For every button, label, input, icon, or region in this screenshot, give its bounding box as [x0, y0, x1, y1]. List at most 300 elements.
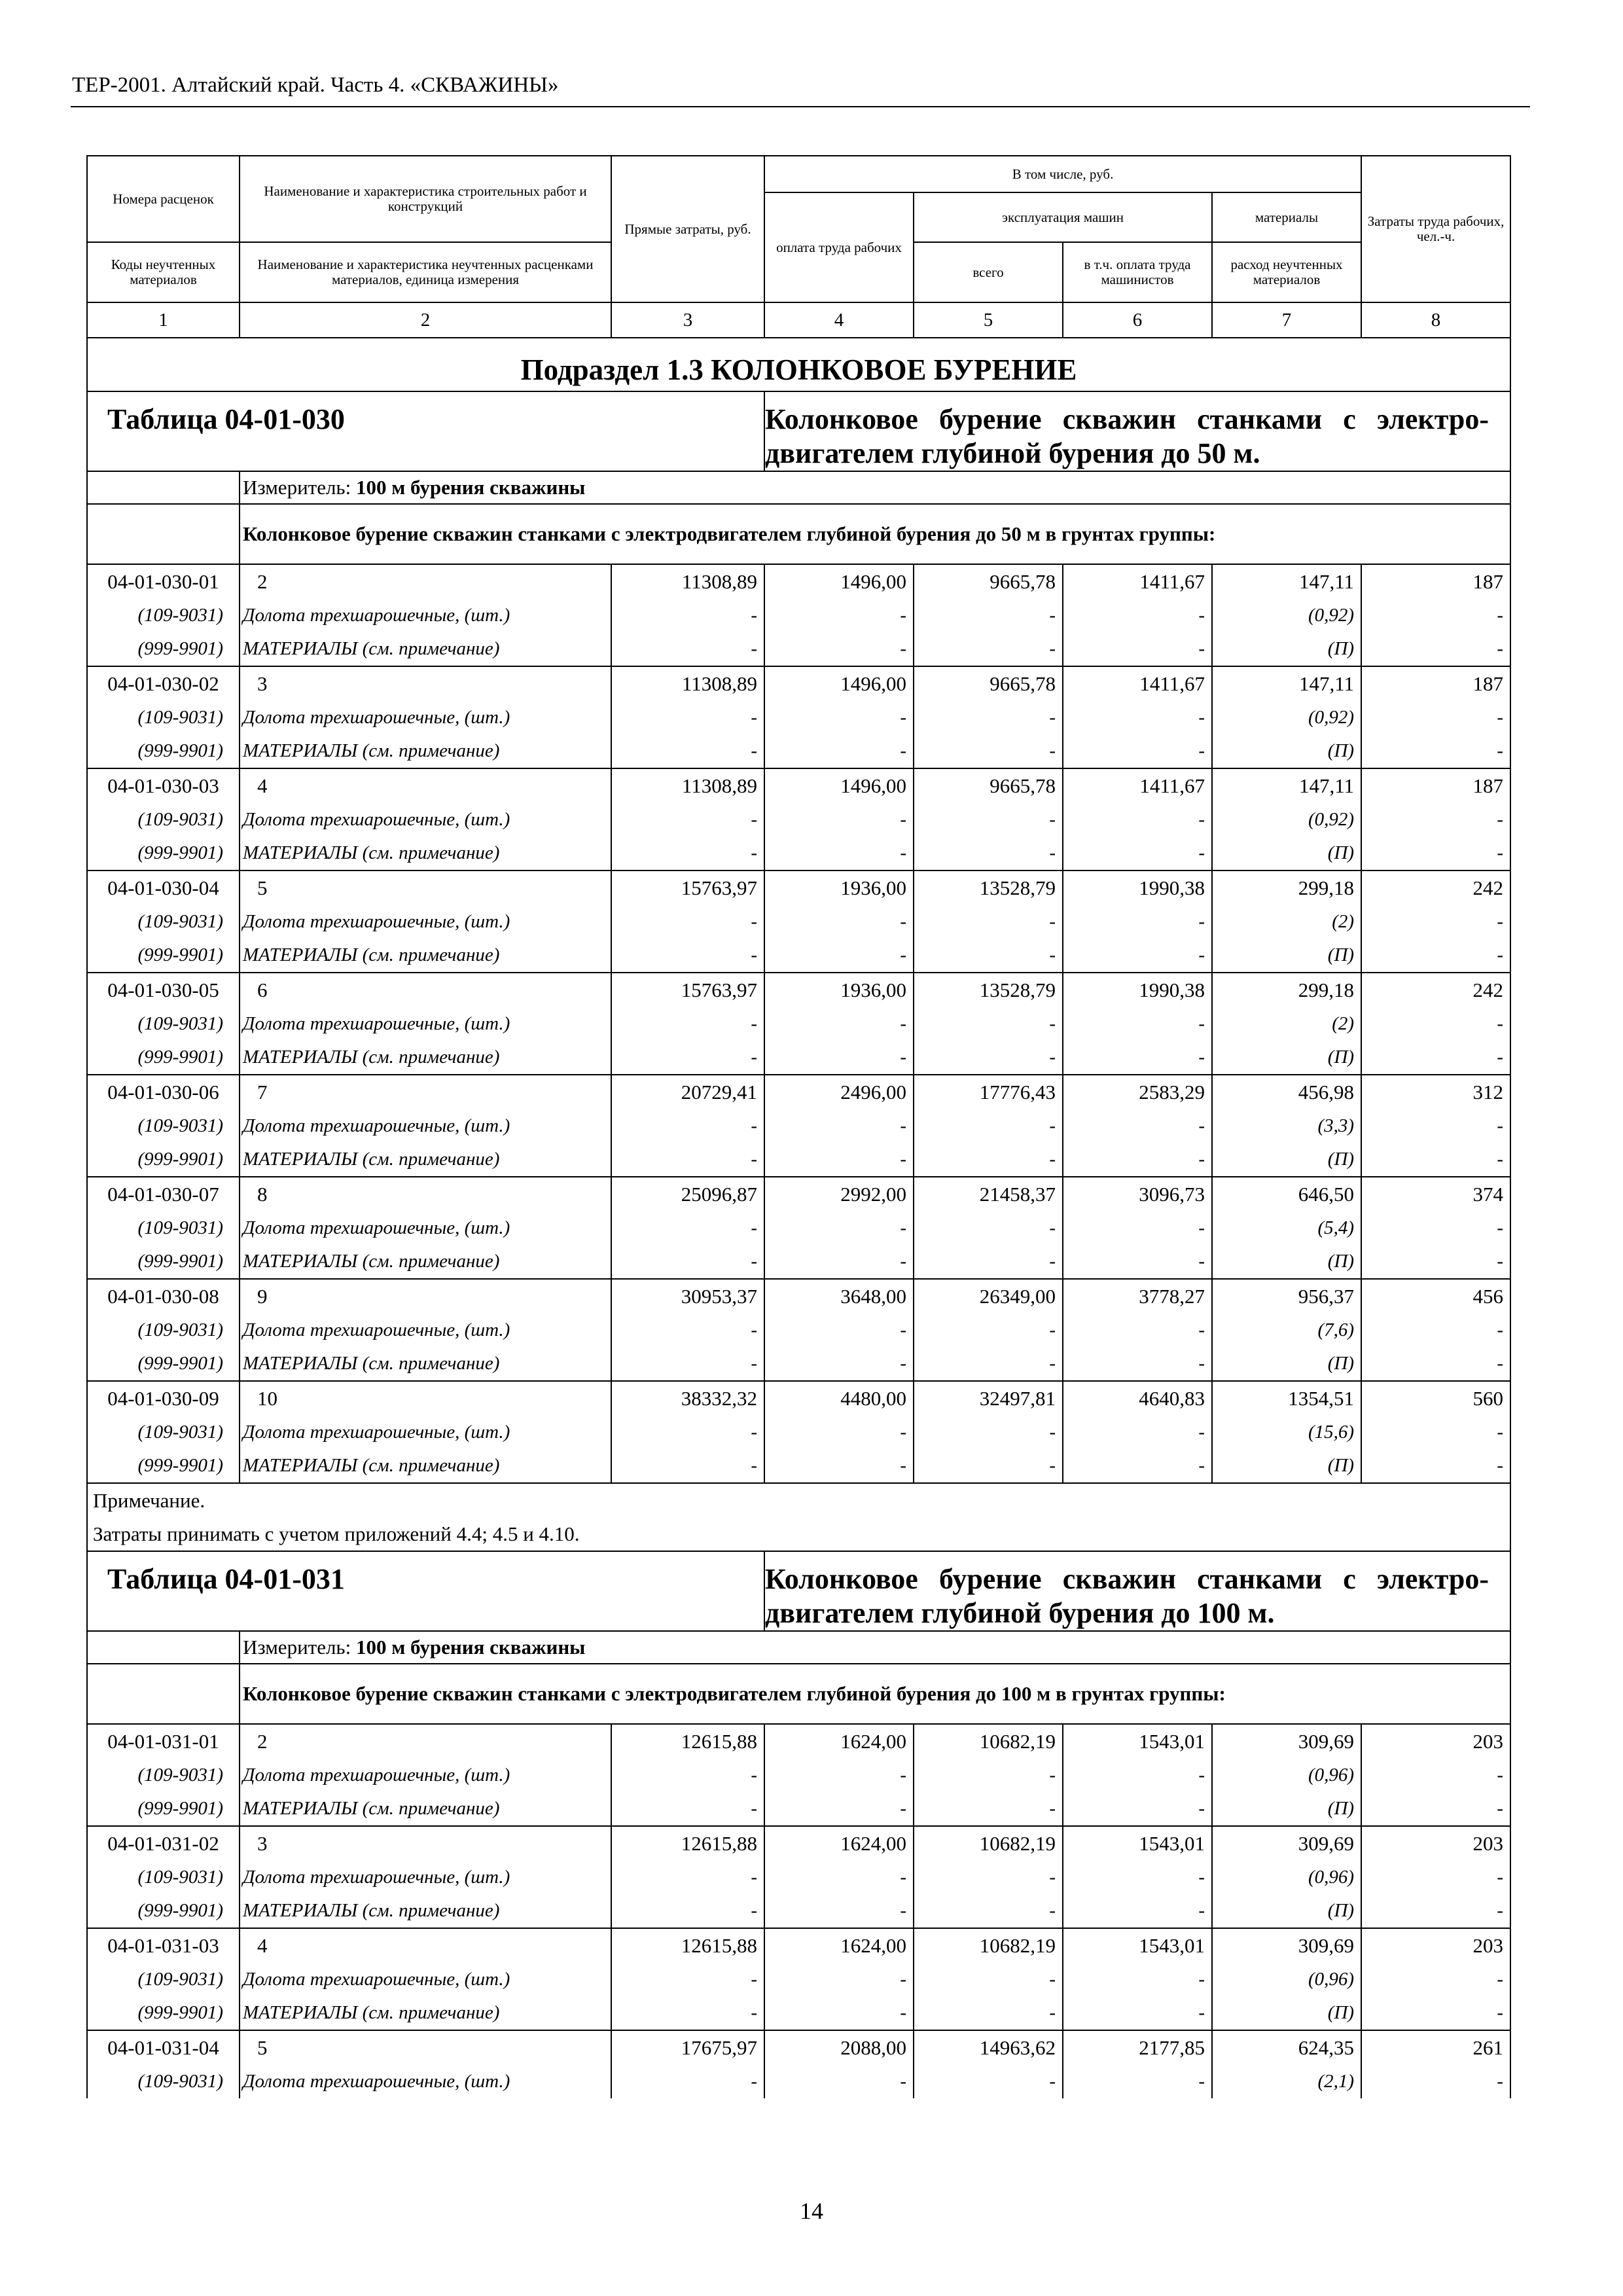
machine-total: 10682,19 — [914, 1826, 1063, 1860]
material-code: (999-9901) — [87, 1347, 240, 1381]
direct-costs: 11308,89 — [611, 768, 764, 802]
rate-row — [87, 1075, 1510, 1109]
direct-costs: 20729,41 — [611, 1075, 764, 1109]
direct-costs: 30953,37 — [611, 1279, 764, 1313]
soil-group: 7 — [240, 1075, 611, 1109]
material-name: Долота трехшарошечные, (шт.) — [240, 1007, 611, 1041]
empty-dash: - — [764, 1143, 914, 1177]
material-code: (109-9031) — [87, 905, 240, 939]
empty-dash: - — [1063, 734, 1212, 768]
worker-pay: 1624,00 — [764, 1826, 914, 1860]
rate-row — [87, 973, 1510, 1007]
material-row — [87, 1245, 1510, 1279]
material-row — [87, 1007, 1510, 1041]
operator-pay: 2177,85 — [1063, 2030, 1212, 2064]
material-quantity: (3,3) — [1212, 1109, 1361, 1143]
empty-dash: - — [764, 1792, 914, 1826]
machine-total: 13528,79 — [914, 973, 1063, 1007]
materials-cost: 309,69 — [1212, 1724, 1361, 1758]
empty-dash: - — [914, 1449, 1063, 1483]
empty-dash: - — [764, 1860, 914, 1894]
empty-dash: - — [914, 802, 1063, 836]
machine-total: 26349,00 — [914, 1279, 1063, 1313]
material-row — [87, 939, 1510, 973]
machine-total: 9665,78 — [914, 768, 1063, 802]
empty-dash: - — [1361, 1109, 1510, 1143]
empty-dash: - — [764, 836, 914, 870]
material-row — [87, 598, 1510, 632]
materials-cost: 309,69 — [1212, 1928, 1361, 1962]
soil-group: 9 — [240, 1279, 611, 1313]
material-name: Долота трехшарошечные, (шт.) — [240, 700, 611, 734]
soil-group: 5 — [240, 2030, 611, 2064]
rates-sheet — [86, 155, 1510, 2098]
empty-dash: - — [1063, 1313, 1212, 1347]
materials-cost: 147,11 — [1212, 564, 1361, 598]
materials-cost: 299,18 — [1212, 973, 1361, 1007]
material-quantity: (5,4) — [1212, 1211, 1361, 1245]
empty-dash: - — [914, 1792, 1063, 1826]
group-header-row — [87, 504, 1510, 564]
empty-dash: - — [611, 2064, 764, 2098]
machine-total: 17776,43 — [914, 1075, 1063, 1109]
empty-dash: - — [764, 1347, 914, 1381]
labor-costs: 203 — [1361, 1928, 1510, 1962]
material-quantity: (2,1) — [1212, 2064, 1361, 2098]
empty-dash: - — [764, 1007, 914, 1041]
materials-cost: 299,18 — [1212, 870, 1361, 905]
worker-pay: 1496,00 — [764, 666, 914, 700]
rate-code: 04-01-031-03 — [87, 1928, 240, 1962]
material-row — [87, 1143, 1510, 1177]
rate-row — [87, 666, 1510, 700]
operator-pay: 1990,38 — [1063, 973, 1212, 1007]
empty-dash: - — [611, 939, 764, 973]
empty-dash: - — [1361, 632, 1510, 666]
materials-cost: 309,69 — [1212, 1826, 1361, 1860]
material-row — [87, 734, 1510, 768]
empty-dash: - — [914, 2064, 1063, 2098]
col-unaccounted-codes: Коды неучтенных материалов — [87, 242, 240, 302]
empty-dash: - — [1361, 836, 1510, 870]
col-worker-pay: оплата труда рабочих — [764, 192, 914, 302]
operator-pay: 1990,38 — [1063, 870, 1212, 905]
unit-label: Измеритель: — [243, 476, 351, 499]
operator-pay: 4640,83 — [1063, 1381, 1212, 1415]
empty-dash: - — [1361, 1996, 1510, 2030]
materials-cost: 456,98 — [1212, 1075, 1361, 1109]
material-name: МАТЕРИАЛЫ (см. примечание) — [240, 734, 611, 768]
worker-pay: 2496,00 — [764, 1075, 914, 1109]
material-quantity: (П) — [1212, 1449, 1361, 1483]
material-quantity: (П) — [1212, 939, 1361, 973]
empty-dash: - — [914, 905, 1063, 939]
machine-total: 21458,37 — [914, 1177, 1063, 1211]
materials-cost: 646,50 — [1212, 1177, 1361, 1211]
table-label: Таблица 04-01-030 — [87, 391, 764, 471]
rate-row — [87, 564, 1510, 598]
material-row — [87, 1996, 1510, 2030]
empty-dash: - — [611, 1962, 764, 1996]
empty-dash: - — [611, 905, 764, 939]
empty-dash: - — [764, 802, 914, 836]
worker-pay: 1496,00 — [764, 768, 914, 802]
empty-dash: - — [914, 632, 1063, 666]
unit-line — [240, 471, 1510, 504]
col-number: 2 — [240, 302, 611, 338]
empty-dash: - — [1361, 1962, 1510, 1996]
rate-code: 04-01-030-04 — [87, 870, 240, 905]
unit-line — [240, 1631, 1510, 1664]
material-quantity: (0,96) — [1212, 1962, 1361, 1996]
rate-code: 04-01-030-02 — [87, 666, 240, 700]
material-code: (999-9901) — [87, 1792, 240, 1826]
soil-group: 4 — [240, 1928, 611, 1962]
operator-pay: 2583,29 — [1063, 1075, 1212, 1109]
material-code: (999-9901) — [87, 1894, 240, 1928]
material-name: Долота трехшарошечные, (шт.) — [240, 2064, 611, 2098]
empty-dash: - — [611, 1415, 764, 1449]
material-name: МАТЕРИАЛЫ (см. примечание) — [240, 1996, 611, 2030]
material-name: МАТЕРИАЛЫ (см. примечание) — [240, 836, 611, 870]
operator-pay: 1411,67 — [1063, 564, 1212, 598]
empty-dash: - — [1063, 939, 1212, 973]
material-name: МАТЕРИАЛЫ (см. примечание) — [240, 1792, 611, 1826]
direct-costs: 11308,89 — [611, 564, 764, 598]
empty-dash: - — [914, 734, 1063, 768]
empty-dash: - — [914, 1758, 1063, 1792]
operator-pay: 1543,01 — [1063, 1826, 1212, 1860]
col-number: 6 — [1063, 302, 1212, 338]
labor-costs: 187 — [1361, 564, 1510, 598]
labor-costs: 374 — [1361, 1177, 1510, 1211]
col-including: В том числе, руб. — [764, 156, 1361, 192]
empty-dash: - — [914, 1041, 1063, 1075]
material-row — [87, 1211, 1510, 1245]
empty-dash: - — [1063, 1860, 1212, 1894]
material-quantity: (0,92) — [1212, 598, 1361, 632]
empty-dash: - — [1063, 632, 1212, 666]
col-machine-operation: эксплуатация машин — [914, 192, 1212, 242]
empty-dash: - — [1063, 1996, 1212, 2030]
col-materials: материалы — [1212, 192, 1361, 242]
empty-dash: - — [914, 1860, 1063, 1894]
empty-dash: - — [1361, 939, 1510, 973]
material-name: МАТЕРИАЛЫ (см. примечание) — [240, 632, 611, 666]
material-code: (109-9031) — [87, 1962, 240, 1996]
empty-dash: - — [914, 1894, 1063, 1928]
material-name: МАТЕРИАЛЫ (см. примечание) — [240, 1245, 611, 1279]
empty-dash: - — [611, 802, 764, 836]
labor-costs: 187 — [1361, 666, 1510, 700]
material-code: (999-9901) — [87, 734, 240, 768]
col-number: 4 — [764, 302, 914, 338]
unit-value: 100 м бурения скважины — [355, 476, 586, 499]
empty-dash: - — [611, 700, 764, 734]
material-code: (109-9031) — [87, 1007, 240, 1041]
material-name: Долота трехшарошечные, (шт.) — [240, 1415, 611, 1449]
rate-row — [87, 1826, 1510, 1860]
soil-group: 2 — [240, 1724, 611, 1758]
machine-total: 9665,78 — [914, 564, 1063, 598]
material-row — [87, 1109, 1510, 1143]
operator-pay: 1411,67 — [1063, 666, 1212, 700]
col-number: 1 — [87, 302, 240, 338]
rates-table — [86, 155, 1511, 2098]
empty-dash: - — [1063, 1894, 1212, 1928]
group-spacer — [87, 1664, 240, 1724]
material-code: (109-9031) — [87, 1313, 240, 1347]
material-quantity: (0,96) — [1212, 1758, 1361, 1792]
empty-dash: - — [1361, 2064, 1510, 2098]
rate-code: 04-01-030-07 — [87, 1177, 240, 1211]
empty-dash: - — [764, 1041, 914, 1075]
table-heading-row — [87, 1551, 1510, 1631]
material-name: МАТЕРИАЛЫ (см. примечание) — [240, 939, 611, 973]
empty-dash: - — [914, 1143, 1063, 1177]
empty-dash: - — [764, 1449, 914, 1483]
worker-pay: 1624,00 — [764, 1928, 914, 1962]
labor-costs: 242 — [1361, 870, 1510, 905]
rate-row — [87, 768, 1510, 802]
empty-dash: - — [611, 1143, 764, 1177]
material-row — [87, 1347, 1510, 1381]
material-row — [87, 1962, 1510, 1996]
table-body — [87, 391, 1510, 2098]
table-title: Колонковое бурение скважин станками с электро-двигателем глубиной бурения до 100 м. — [764, 1551, 1510, 1631]
empty-dash: - — [764, 1211, 914, 1245]
rate-code: 04-01-030-09 — [87, 1381, 240, 1415]
empty-dash: - — [1361, 1758, 1510, 1792]
empty-dash: - — [611, 598, 764, 632]
empty-dash: - — [1361, 1211, 1510, 1245]
direct-costs: 11308,89 — [611, 666, 764, 700]
empty-dash: - — [1361, 734, 1510, 768]
empty-dash: - — [611, 1792, 764, 1826]
empty-dash: - — [611, 1109, 764, 1143]
empty-dash: - — [1063, 1792, 1212, 1826]
empty-dash: - — [1361, 1313, 1510, 1347]
material-code: (109-9031) — [87, 1109, 240, 1143]
material-name: Долота трехшарошечные, (шт.) — [240, 802, 611, 836]
material-code: (109-9031) — [87, 2064, 240, 2098]
material-quantity: (П) — [1212, 734, 1361, 768]
empty-dash: - — [1063, 1143, 1212, 1177]
rate-row — [87, 2030, 1510, 2064]
worker-pay: 1496,00 — [764, 564, 914, 598]
empty-dash: - — [914, 1109, 1063, 1143]
empty-dash: - — [914, 1347, 1063, 1381]
material-quantity: (П) — [1212, 1245, 1361, 1279]
material-row — [87, 1449, 1510, 1483]
operator-pay: 3096,73 — [1063, 1177, 1212, 1211]
material-code: (999-9901) — [87, 1449, 240, 1483]
material-code: (109-9031) — [87, 700, 240, 734]
empty-dash: - — [1063, 1245, 1212, 1279]
direct-costs: 38332,32 — [611, 1381, 764, 1415]
empty-dash: - — [1063, 836, 1212, 870]
material-row — [87, 1313, 1510, 1347]
note-title: Примечание. — [87, 1483, 1510, 1517]
empty-dash: - — [914, 1415, 1063, 1449]
material-quantity: (П) — [1212, 1792, 1361, 1826]
empty-dash: - — [1361, 905, 1510, 939]
rate-code: 04-01-030-01 — [87, 564, 240, 598]
rate-row — [87, 1279, 1510, 1313]
empty-dash: - — [1361, 1007, 1510, 1041]
empty-dash: - — [1063, 1007, 1212, 1041]
empty-dash: - — [914, 1996, 1063, 2030]
direct-costs: 12615,88 — [611, 1826, 764, 1860]
material-quantity: (П) — [1212, 1143, 1361, 1177]
empty-dash: - — [1361, 598, 1510, 632]
rate-row — [87, 1177, 1510, 1211]
col-number: 8 — [1361, 302, 1510, 338]
labor-costs: 203 — [1361, 1826, 1510, 1860]
worker-pay: 4480,00 — [764, 1381, 914, 1415]
table-header — [87, 156, 1510, 391]
material-name: МАТЕРИАЛЫ (см. примечание) — [240, 1894, 611, 1928]
worker-pay: 1936,00 — [764, 870, 914, 905]
material-row — [87, 802, 1510, 836]
col-number: 7 — [1212, 302, 1361, 338]
group-spacer — [87, 504, 240, 564]
empty-dash: - — [1063, 2064, 1212, 2098]
empty-dash: - — [611, 1347, 764, 1381]
empty-dash: - — [1063, 598, 1212, 632]
direct-costs: 15763,97 — [611, 870, 764, 905]
rate-code: 04-01-031-01 — [87, 1724, 240, 1758]
material-code: (109-9031) — [87, 1415, 240, 1449]
empty-dash: - — [611, 1041, 764, 1075]
direct-costs: 12615,88 — [611, 1928, 764, 1962]
empty-dash: - — [611, 1860, 764, 1894]
materials-cost: 147,11 — [1212, 768, 1361, 802]
empty-dash: - — [914, 1962, 1063, 1996]
material-quantity: (П) — [1212, 1996, 1361, 2030]
empty-dash: - — [764, 1962, 914, 1996]
empty-dash: - — [1361, 1415, 1510, 1449]
empty-dash: - — [914, 836, 1063, 870]
empty-dash: - — [914, 598, 1063, 632]
header-rule — [71, 106, 1530, 107]
empty-dash: - — [764, 2064, 914, 2098]
soil-group: 3 — [240, 1826, 611, 1860]
note-row — [87, 1517, 1510, 1551]
machine-total: 32497,81 — [914, 1381, 1063, 1415]
col-number: 5 — [914, 302, 1063, 338]
empty-dash: - — [1063, 1415, 1212, 1449]
direct-costs: 17675,97 — [611, 2030, 764, 2064]
col-labor-costs: Затраты труда рабочих, чел.-ч. — [1361, 156, 1510, 302]
material-name: Долота трехшарошечные, (шт.) — [240, 1860, 611, 1894]
material-row — [87, 905, 1510, 939]
direct-costs: 25096,87 — [611, 1177, 764, 1211]
unit-value: 100 м бурения скважины — [355, 1636, 586, 1659]
group-header-row — [87, 1664, 1510, 1724]
group-header: Колонковое бурение скважин станками с электродвигателем глубиной бурения до 100 м в грунтах группы: — [240, 1664, 1510, 1724]
worker-pay: 1624,00 — [764, 1724, 914, 1758]
empty-dash: - — [1063, 1211, 1212, 1245]
unit-spacer — [87, 1631, 240, 1664]
rate-row — [87, 870, 1510, 905]
soil-group: 4 — [240, 768, 611, 802]
rate-row — [87, 1381, 1510, 1415]
material-quantity: (15,6) — [1212, 1415, 1361, 1449]
labor-costs: 456 — [1361, 1279, 1510, 1313]
soil-group: 10 — [240, 1381, 611, 1415]
empty-dash: - — [611, 1894, 764, 1928]
empty-dash: - — [1361, 1143, 1510, 1177]
empty-dash: - — [1063, 1449, 1212, 1483]
empty-dash: - — [914, 1007, 1063, 1041]
col-machine-total: всего — [914, 242, 1063, 302]
rate-code: 04-01-030-05 — [87, 973, 240, 1007]
material-name: МАТЕРИАЛЫ (см. примечание) — [240, 1041, 611, 1075]
empty-dash: - — [611, 836, 764, 870]
empty-dash: - — [1063, 802, 1212, 836]
empty-dash: - — [1063, 1041, 1212, 1075]
material-code: (109-9031) — [87, 1211, 240, 1245]
labor-costs: 242 — [1361, 973, 1510, 1007]
empty-dash: - — [764, 1245, 914, 1279]
empty-dash: - — [1063, 1758, 1212, 1792]
unit-row — [87, 471, 1510, 504]
empty-dash: - — [1361, 1860, 1510, 1894]
note-row — [87, 1483, 1510, 1517]
material-row — [87, 1792, 1510, 1826]
operator-pay: 3778,27 — [1063, 1279, 1212, 1313]
empty-dash: - — [1361, 1041, 1510, 1075]
empty-dash: - — [1063, 1109, 1212, 1143]
machine-total: 10682,19 — [914, 1928, 1063, 1962]
material-code: (109-9031) — [87, 1860, 240, 1894]
empty-dash: - — [1063, 905, 1212, 939]
table-title: Колонковое бурение скважин станками с электро-двигателем глубиной бурения до 50 м. — [764, 391, 1510, 471]
machine-total: 14963,62 — [914, 2030, 1063, 2064]
materials-cost: 1354,51 — [1212, 1381, 1361, 1415]
material-quantity: (П) — [1212, 1347, 1361, 1381]
material-row — [87, 836, 1510, 870]
section-title: Подраздел 1.3 КОЛОНКОВОЕ БУРЕНИЕ — [87, 338, 1510, 391]
empty-dash: - — [1361, 700, 1510, 734]
empty-dash: - — [1063, 700, 1212, 734]
empty-dash: - — [764, 1313, 914, 1347]
labor-costs: 187 — [1361, 768, 1510, 802]
empty-dash: - — [914, 1245, 1063, 1279]
material-code: (109-9031) — [87, 802, 240, 836]
table-heading-row — [87, 391, 1510, 471]
material-name: МАТЕРИАЛЫ (см. примечание) — [240, 1449, 611, 1483]
empty-dash: - — [764, 1415, 914, 1449]
machine-total: 13528,79 — [914, 870, 1063, 905]
material-code: (109-9031) — [87, 598, 240, 632]
worker-pay: 2088,00 — [764, 2030, 914, 2064]
material-quantity: (П) — [1212, 632, 1361, 666]
note-text: Затраты принимать с учетом приложений 4.4; 4.5 и 4.10. — [87, 1517, 1510, 1551]
empty-dash: - — [611, 632, 764, 666]
material-name: Долота трехшарошечные, (шт.) — [240, 1211, 611, 1245]
materials-cost: 624,35 — [1212, 2030, 1361, 2064]
material-name: Долота трехшарошечные, (шт.) — [240, 1313, 611, 1347]
material-quantity: (0,92) — [1212, 802, 1361, 836]
empty-dash: - — [1063, 1347, 1212, 1381]
material-quantity: (2) — [1212, 905, 1361, 939]
worker-pay: 3648,00 — [764, 1279, 914, 1313]
col-number: 3 — [611, 302, 764, 338]
material-row — [87, 2064, 1510, 2098]
operator-pay: 1543,01 — [1063, 1724, 1212, 1758]
